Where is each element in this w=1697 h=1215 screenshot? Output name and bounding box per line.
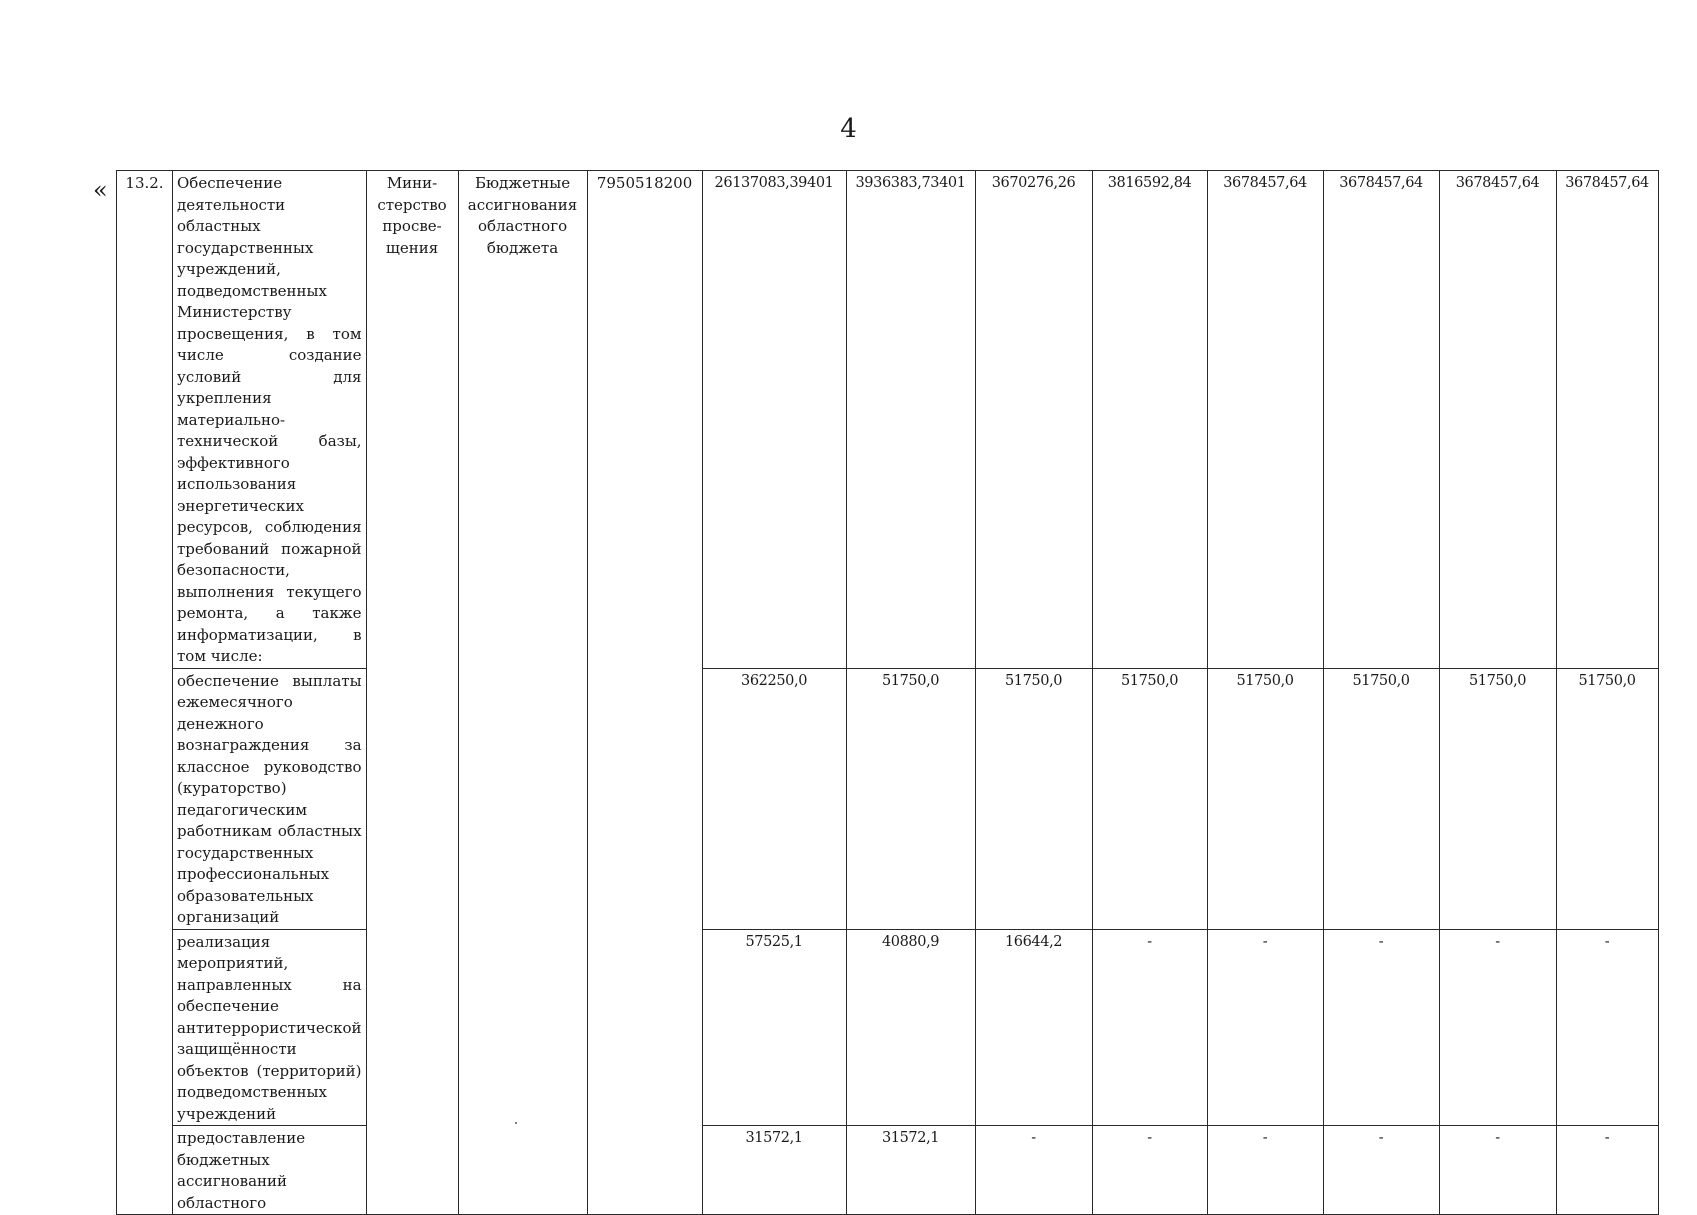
row-name: реализация мероприятий, направленных на обеспечение антитеррористической защищённости объектов (территорий) подведомственных учреждений (177, 932, 362, 1123)
budget-table (116, 170, 1659, 1215)
row-name-cell (173, 668, 367, 929)
item-number: 13.2. (125, 174, 164, 192)
budget-code: 7950518200 (596, 174, 693, 192)
value-cell: - (1207, 1126, 1323, 1215)
value-cell: 3678457,64 (1556, 171, 1658, 669)
scan-speck (515, 1122, 517, 1124)
value-cell: 51750,0 (1207, 668, 1323, 929)
responsible-executor: Мини- стерство просве- щения (377, 174, 447, 257)
value-cell: 26137083,39401 (702, 171, 846, 669)
value-cell: 3816592,84 (1092, 171, 1207, 669)
value-cell: 57525,1 (702, 929, 846, 1126)
value-cell: 362250,0 (702, 668, 846, 929)
value-cell: 51750,0 (1556, 668, 1658, 929)
value-cell: 3678457,64 (1323, 171, 1439, 669)
value-cell: - (1556, 929, 1658, 1126)
row-name: обеспечение выплаты ежемесячного денежного вознаграждения за классное руководство (кураторство) педагогическим работникам областных государственных профессиональных образовательных организаций (177, 671, 362, 926)
value-cell: 31572,1 (846, 1126, 975, 1215)
row-name-cell (173, 929, 367, 1126)
value-cell: 51750,0 (975, 668, 1092, 929)
row-name-cell (173, 171, 367, 669)
responsible-cell (366, 171, 458, 1215)
value-cell: - (1439, 929, 1556, 1126)
table-row (117, 929, 1659, 1126)
opening-quote-mark: « (93, 176, 108, 204)
value-cell: 3678457,64 (1207, 171, 1323, 669)
item-number-cell (117, 171, 173, 1215)
row-name: Обеспечение деятельности областных государственных учреждений, подведомственных Министерству просвещения, в том числе создание условий для укрепления материально-технической базы, эффективного использования энергетических ресурсов, соблюдения требований пожарной безопасности, выполнения текущего ремонта, а также информатизации, в том числе: (177, 174, 362, 665)
page-number: 4 (840, 114, 857, 144)
value-cell: 51750,0 (1323, 668, 1439, 929)
value-cell: 16644,2 (975, 929, 1092, 1126)
value-cell: - (1207, 929, 1323, 1126)
table-row (117, 171, 1659, 669)
value-cell: - (1323, 1126, 1439, 1215)
table-row (117, 668, 1659, 929)
value-cell: 40880,9 (846, 929, 975, 1126)
funding-source-cell (458, 171, 587, 1215)
row-name-cell (173, 1126, 367, 1215)
value-cell: - (1092, 929, 1207, 1126)
value-cell: 31572,1 (702, 1126, 846, 1215)
value-cell: 51750,0 (1092, 668, 1207, 929)
funding-source: Бюджетные ассигнования областного бюджета (467, 174, 578, 257)
value-cell: - (1556, 1126, 1658, 1215)
value-cell: - (975, 1126, 1092, 1215)
value-cell: 51750,0 (846, 668, 975, 929)
budget-code-cell (587, 171, 702, 1215)
value-cell: - (1092, 1126, 1207, 1215)
table-row (117, 1126, 1659, 1215)
value-cell: 3678457,64 (1439, 171, 1556, 669)
value-cell: - (1323, 929, 1439, 1126)
value-cell: 51750,0 (1439, 668, 1556, 929)
row-name: предоставление бюджетных ассигнований областного (177, 1129, 306, 1212)
value-cell: 3936383,73401 (846, 171, 975, 669)
value-cell: 3670276,26 (975, 171, 1092, 669)
value-cell: - (1439, 1126, 1556, 1215)
